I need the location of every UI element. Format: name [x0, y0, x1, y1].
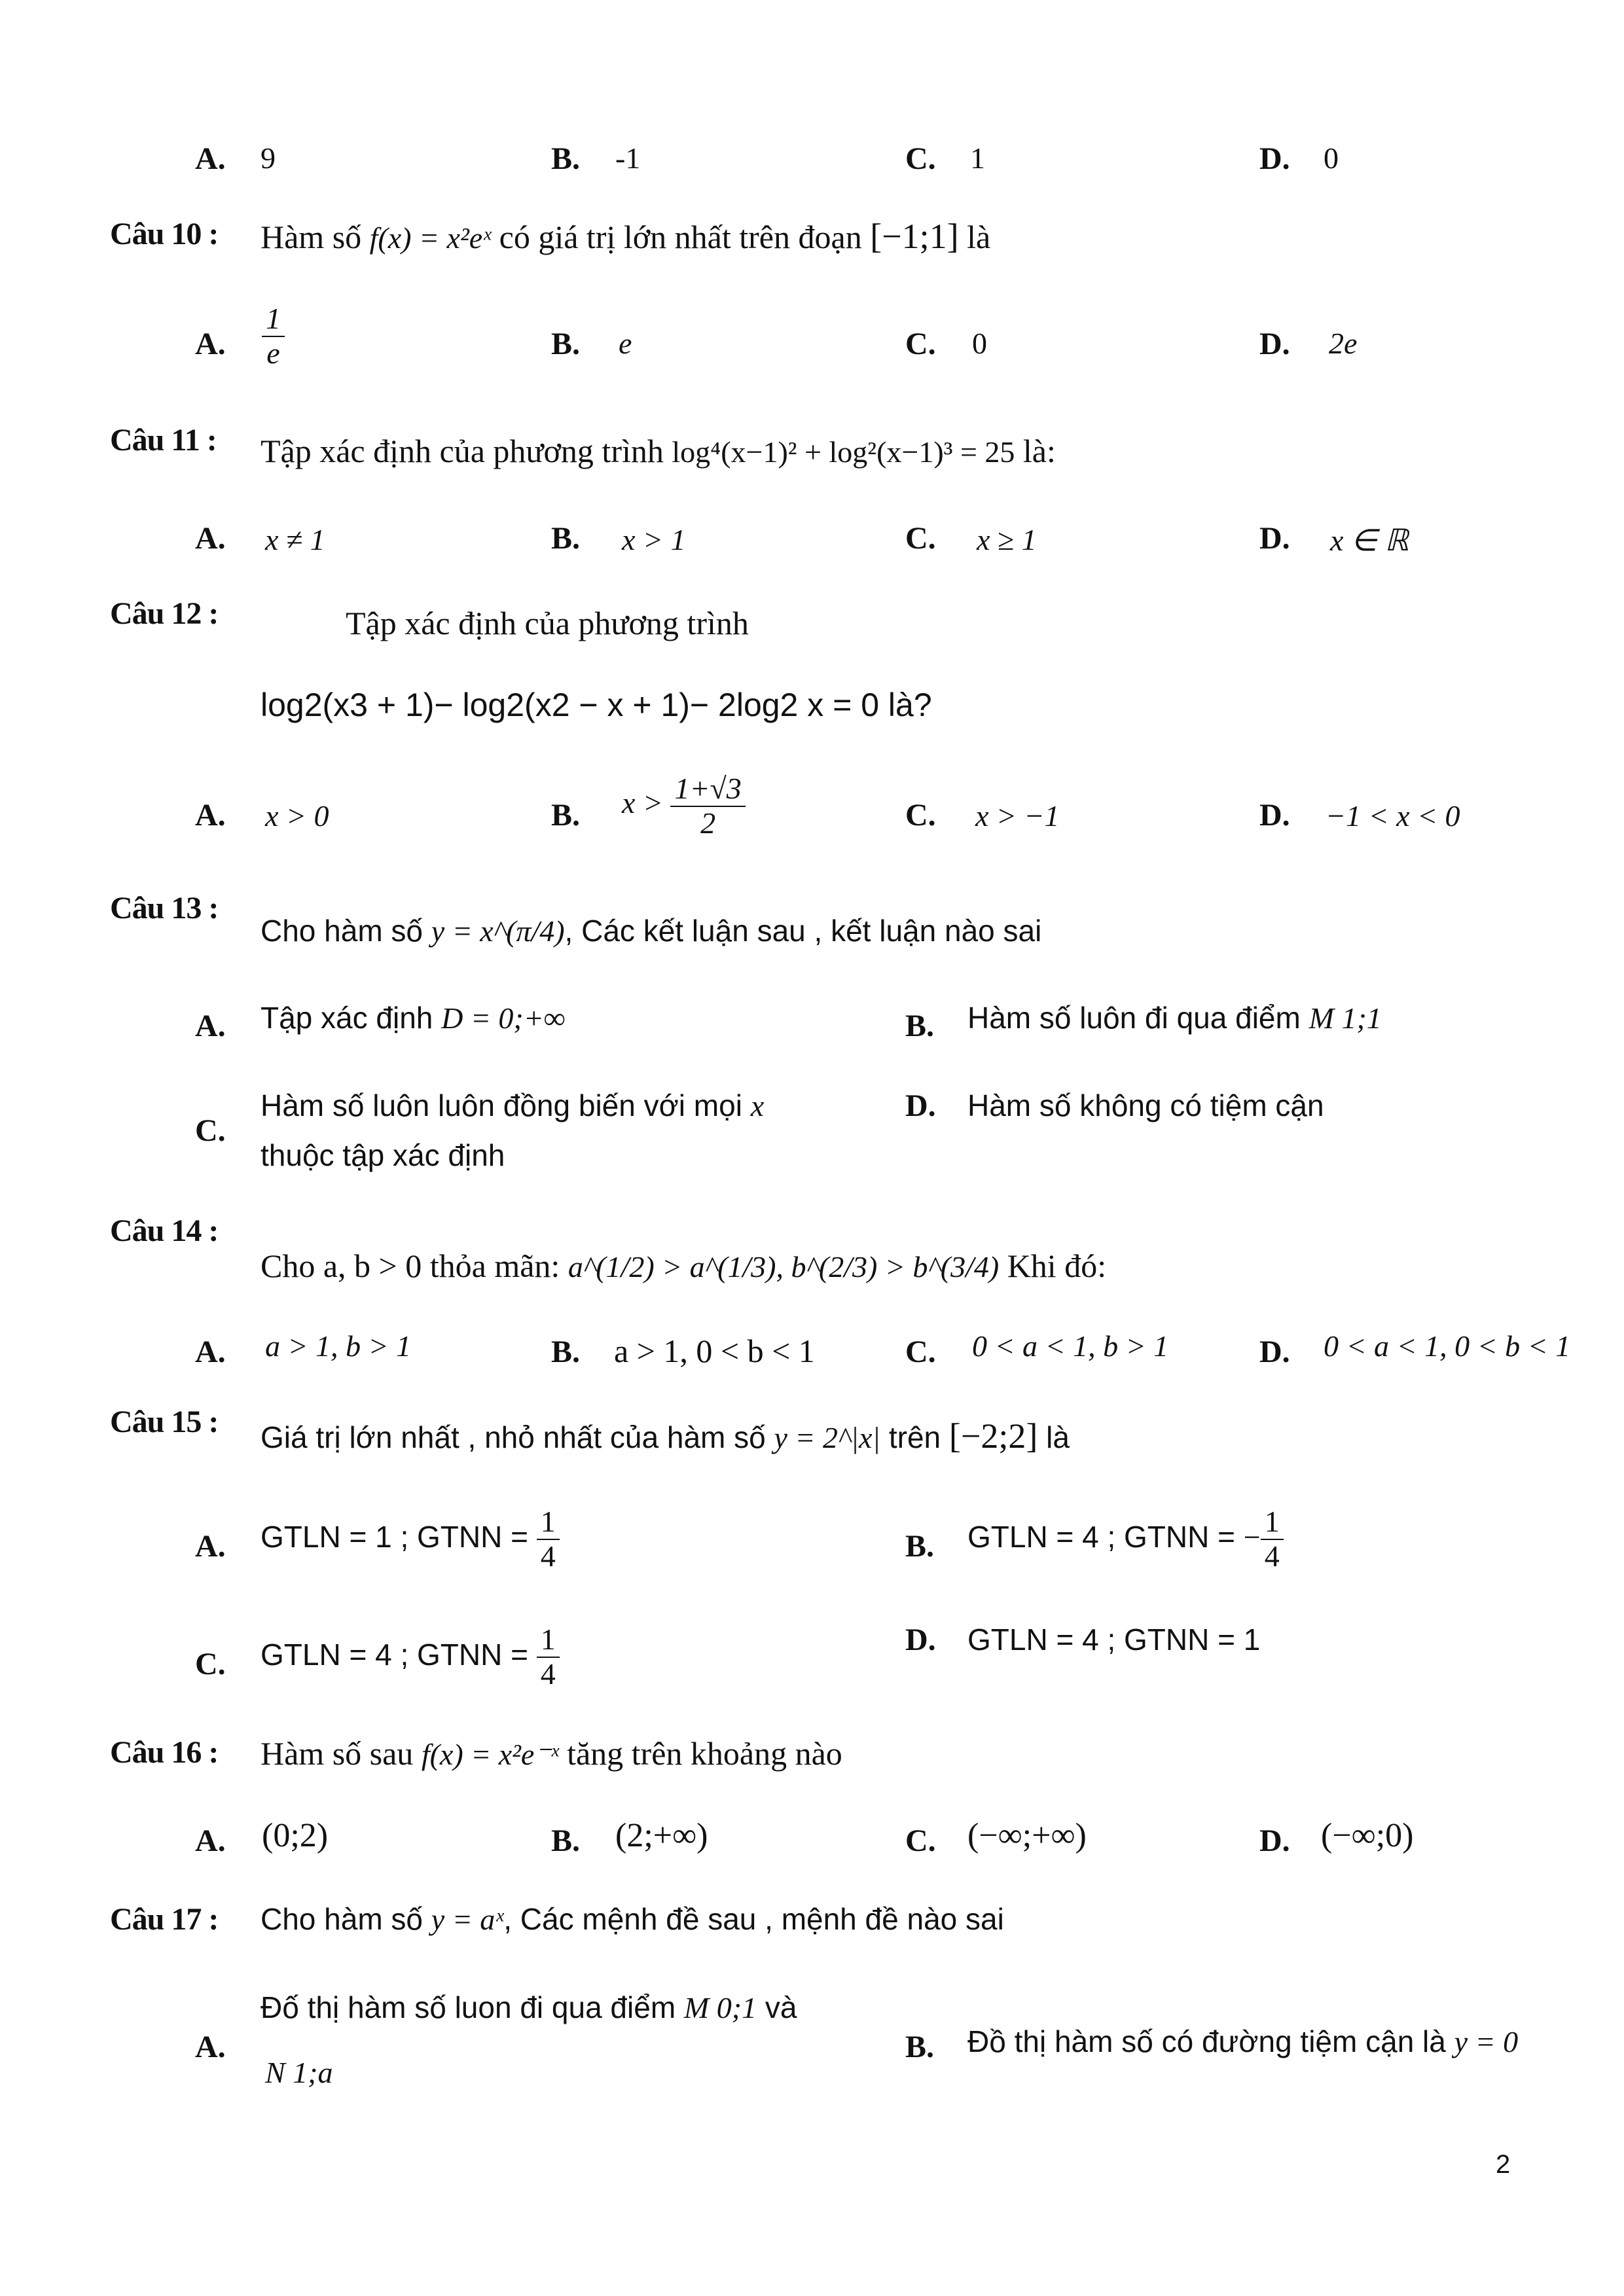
stem-text: trên	[888, 1420, 941, 1454]
q15-option-d: GTLN = 4 ; GTNN = 1	[967, 1623, 1261, 1657]
stem-text: , Các kết luận sau , kết luận nào sai	[564, 914, 1042, 948]
option-text: Hàm số luôn đi qua điểm	[967, 1001, 1301, 1035]
option-text: GTLN = 4 ; GTNN =	[967, 1519, 1235, 1554]
question-stem	[261, 216, 990, 257]
question-label: Câu 10 :	[110, 217, 219, 251]
stem-text: Hàm số	[261, 219, 362, 255]
stem-formula: y = aˣ	[431, 1903, 504, 1936]
q16-option-d: (−∞;0)	[1321, 1817, 1414, 1854]
q17-option-a-line-2: N 1;a	[265, 2056, 333, 2089]
stem-interval: [−2;2]	[948, 1416, 1038, 1456]
question-label: Câu 11 :	[110, 423, 217, 457]
q15-option-a	[261, 1505, 560, 1573]
question-label: Câu 16 :	[110, 1735, 219, 1770]
option-text: Đồ thị hàm số có đường tiệm cận là	[967, 2024, 1446, 2058]
question-stem-line-2: log2(x3 + 1)− log2(x2 − x + 1)− 2log2 x = 0 là?	[261, 687, 932, 723]
fraction-numerator: 1	[537, 1623, 560, 1658]
q10-option-d: 2e	[1329, 327, 1358, 360]
question-stem	[261, 1901, 1004, 1937]
option-c-letter: C.	[905, 327, 936, 361]
stem-text: tăng trên khoảng nào	[567, 1735, 842, 1772]
option-a-letter: A.	[195, 1529, 226, 1564]
option-formula: M 0;1	[683, 1991, 757, 2024]
option-a-letter: A.	[195, 1823, 226, 1858]
option-formula: D = 0;+∞	[441, 1001, 566, 1035]
fraction-numerator: 1	[537, 1505, 560, 1540]
stem-text: Tập xác định của phương trình	[261, 433, 664, 469]
q9-option-d: 0	[1324, 141, 1339, 175]
option-b-letter: B.	[551, 1823, 581, 1858]
option-d-letter: D.	[1259, 1335, 1290, 1369]
stem-text: là	[967, 219, 991, 255]
option-text: Hàm số luôn luôn đồng biến với mọi	[261, 1088, 742, 1122]
option-d-letter: D.	[905, 1623, 936, 1657]
option-b-letter: B.	[905, 1009, 935, 1043]
stem-text: Cho a, b > 0 thỏa mãn:	[261, 1247, 560, 1284]
option-b-letter: B.	[551, 521, 581, 556]
stem-text: là:	[1022, 433, 1056, 469]
option-formula: x	[750, 1089, 765, 1122]
question-stem	[261, 1416, 1070, 1456]
q13-option-b	[967, 1000, 1382, 1035]
option-text: và	[765, 1990, 797, 2024]
q15-option-b	[967, 1505, 1284, 1573]
q11-option-a: x ≠ 1	[265, 523, 325, 556]
fraction-denominator: 4	[540, 1539, 556, 1573]
q15-option-c	[261, 1623, 560, 1691]
q12-option-b	[622, 772, 746, 840]
q14-option-d: 0 < a < 1, 0 < b < 1	[1324, 1329, 1571, 1363]
option-b-letter: B.	[905, 1529, 935, 1564]
option-text: Đố thị hàm số luon đi qua điểm	[261, 1990, 676, 2024]
q10-option-b: e	[619, 327, 632, 360]
question-stem	[261, 432, 1056, 470]
option-text: GTLN = 4 ; GTNN =	[261, 1637, 528, 1672]
q11-option-b: x > 1	[622, 523, 686, 556]
option-text: Tập xác định	[261, 1001, 433, 1035]
stem-text: Khi đó:	[1007, 1247, 1107, 1284]
stem-formula: a^(1/2) > a^(1/3), b^(2/3) > b^(3/4)	[568, 1250, 1000, 1283]
stem-formula: y = x^(π/4)	[431, 914, 565, 948]
q16-option-c: (−∞;+∞)	[967, 1817, 1087, 1854]
stem-text: có giá trị lớn nhất trên đoạn	[499, 219, 862, 255]
fraction-denominator: 4	[540, 1657, 556, 1691]
q13-option-a	[261, 1000, 566, 1035]
question-stem	[261, 913, 1041, 948]
stem-text: Giá trị lớn nhất , nhỏ nhất của hàm số	[261, 1420, 766, 1454]
stem-interval: [−1;1]	[870, 217, 959, 256]
question-stem	[261, 1734, 842, 1772]
option-d-letter: D.	[1259, 327, 1290, 361]
q11-option-d: x ∈ ℝ	[1330, 524, 1409, 557]
q16-option-b: (2;+∞)	[615, 1817, 708, 1854]
option-a-letter: A.	[195, 2030, 226, 2064]
q17-option-a-line-1	[261, 1990, 797, 2025]
option-b-letter: B.	[551, 327, 581, 361]
option-d-letter: D.	[905, 1088, 936, 1123]
stem-text: là	[1046, 1420, 1070, 1454]
question-label: Câu 13 :	[110, 891, 219, 925]
option-c-letter: C.	[905, 798, 936, 833]
stem-formula: f(x) = x²eˣ	[369, 221, 492, 255]
option-c-letter: C.	[905, 1335, 936, 1369]
q11-option-c: x ≥ 1	[977, 523, 1037, 556]
q13-option-c-line-2: thuộc tập xác định	[261, 1138, 505, 1172]
option-a-letter: A.	[195, 1335, 226, 1369]
option-formula: M 1;1	[1308, 1001, 1382, 1035]
option-b-letter: B.	[551, 141, 581, 176]
q14-option-a: a > 1, b > 1	[265, 1329, 412, 1363]
option-a-letter: A.	[195, 327, 226, 361]
q9-option-a: 9	[261, 141, 276, 175]
q13-option-d: Hàm số không có tiệm cận	[967, 1088, 1324, 1122]
stem-text: Cho hàm số	[261, 914, 424, 948]
option-a-letter: A.	[195, 521, 226, 556]
option-text: GTLN = 1 ; GTNN =	[261, 1519, 528, 1554]
q14-option-c: 0 < a < 1, b > 1	[972, 1329, 1169, 1363]
q9-option-b: -1	[615, 141, 641, 175]
option-a-letter: A.	[195, 798, 226, 833]
fraction-denominator: e	[266, 336, 280, 370]
option-a-letter: A.	[195, 141, 226, 176]
option-d-letter: D.	[1259, 141, 1290, 176]
page-number: 2	[1496, 2150, 1511, 2179]
fraction-denominator: 2	[700, 806, 716, 840]
stem-formula: log⁴(x−1)² + log²(x−1)³ = 25	[672, 435, 1015, 469]
stem-text: Hàm số sau	[261, 1735, 414, 1772]
option-formula: y = 0	[1454, 2025, 1519, 2058]
stem-text: Cho hàm số	[261, 1902, 424, 1936]
question-label: Câu 17 :	[110, 1902, 219, 1937]
q10-option-a	[262, 302, 285, 370]
option-b-letter: B.	[551, 1335, 581, 1369]
option-b-letter: B.	[905, 2030, 935, 2064]
option-c-letter: C.	[195, 1113, 226, 1148]
q16-option-a: (0;2)	[262, 1817, 329, 1854]
stem-formula: f(x) = x²e⁻ˣ	[421, 1738, 559, 1771]
question-stem-line-1: Tập xác định của phương trình	[346, 605, 749, 641]
q10-option-c: 0	[972, 327, 987, 360]
option-b-letter: B.	[551, 798, 581, 833]
q12-option-a: x > 0	[265, 799, 329, 833]
option-a-letter: A.	[195, 1009, 226, 1043]
question-label: Câu 14 :	[110, 1213, 219, 1248]
option-c-letter: C.	[905, 141, 936, 176]
fraction-numerator: 1	[1261, 1505, 1284, 1540]
stem-text: , Các mệnh đề sau , mệnh đề nào sai	[503, 1902, 1004, 1936]
question-stem	[261, 1247, 1106, 1285]
q13-option-c-line-1	[261, 1088, 764, 1123]
question-label: Câu 12 :	[110, 596, 219, 631]
q9-option-c: 1	[970, 141, 985, 175]
option-sign: −	[1243, 1520, 1261, 1554]
q12-option-d: −1 < x < 0	[1326, 799, 1460, 833]
option-d-letter: D.	[1259, 521, 1290, 556]
q17-option-b	[967, 2024, 1518, 2059]
option-d-letter: D.	[1259, 1823, 1290, 1858]
question-label: Câu 15 :	[110, 1405, 219, 1439]
option-text: x >	[622, 786, 663, 820]
stem-formula: y = 2^|x|	[774, 1421, 881, 1454]
option-c-letter: C.	[905, 1823, 936, 1858]
fraction-numerator: 1+√3	[670, 772, 745, 807]
q14-option-b: a > 1, 0 < b < 1	[614, 1333, 815, 1369]
option-c-letter: C.	[195, 1647, 226, 1681]
fraction-denominator: 4	[1264, 1539, 1280, 1573]
q12-option-c: x > −1	[975, 799, 1060, 833]
option-c-letter: C.	[905, 521, 936, 556]
option-d-letter: D.	[1259, 798, 1290, 833]
fraction-numerator: 1	[262, 302, 285, 337]
